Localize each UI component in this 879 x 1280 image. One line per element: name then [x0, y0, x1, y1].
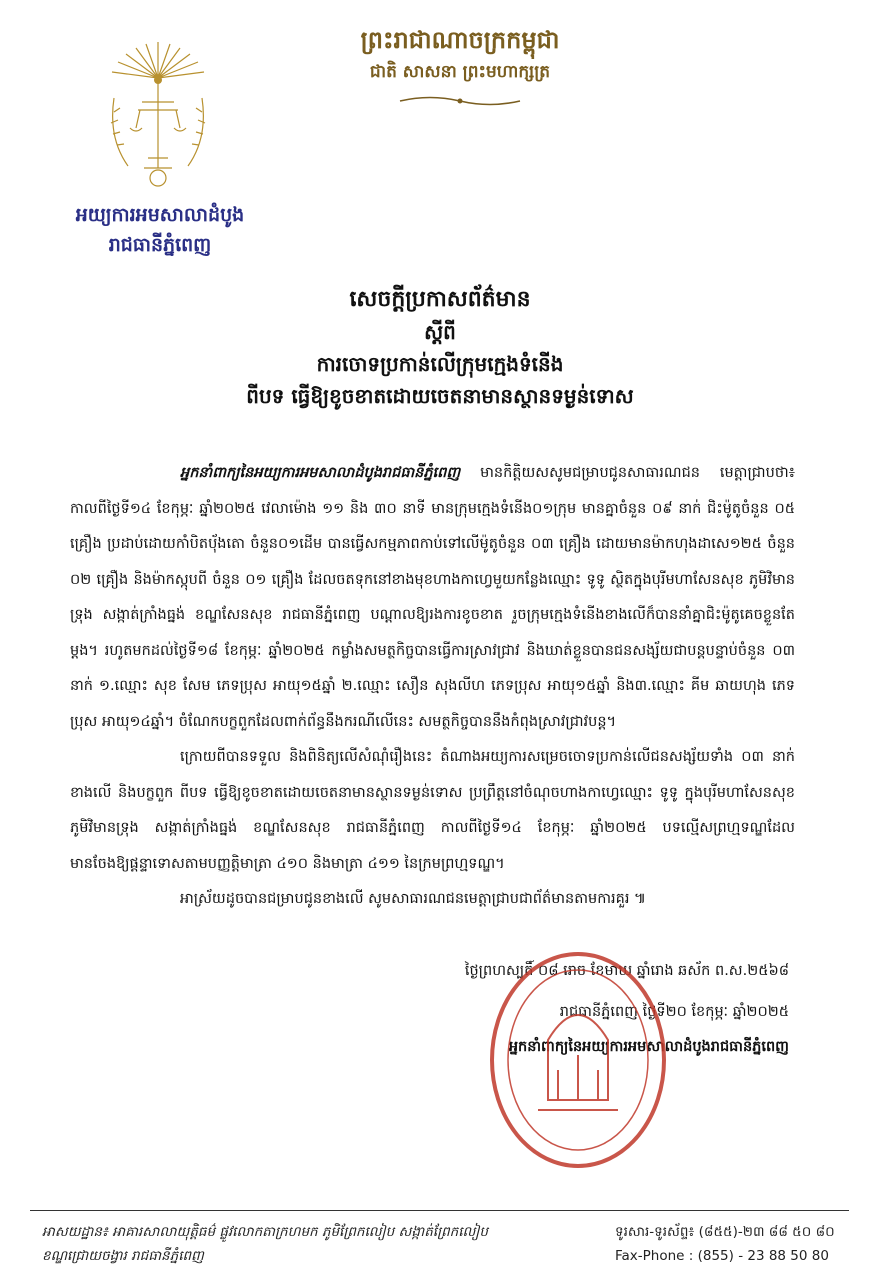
paragraph-3: អាស្រ័យដូចបានជម្រាបជូនខាងលើ សូមសាធារណជនមេត្តាជ្រាបជាព័ត៌មានតាមការគួរ ៕: [180, 891, 647, 907]
paragraph-2: ក្រោយពីបានទទួល និងពិនិត្យលើសំណុំរឿងនេះ តំណាងអយ្យការសម្រេចចោទប្រកាន់លើជនសង្ស័យទាំង ០៣ នាក់ខាងលើ និងបក្ខពួក ពីបទ ធ្វើឱ្យខូចខាតដោយចេតនាមានស្ថានទម្ងន់ទោស ប្រព្រឹត្តនៅចំណុចហាងកាហ្វេឈ្មោះ ទូទូ ក្នុងបុរីមហាសែនសុខ ភូមិវិមានទ្រុង សង្កាត់ក្រាំងធ្នង់ ខណ្ឌសែនសុខ រាជធានីភ្នំពេញ កាលពីថ្ងៃទី១៤ ខែកុម្ភៈ ឆ្នាំ២០២៥ បទល្មើសព្រហ្មទណ្ឌដែលមានចែងឱ្យផ្តន្ទាទោសតាមបញ្ញត្តិមាត្រា ៤១០ និងមាត្រា ៤១១ នៃក្រមព្រហ្មទណ្ឌ។: [70, 749, 795, 872]
paragraph-1-text: មានកិត្តិយសសូមជម្រាបជូនសាធារណជន មេត្តាជ្រាបថា៖ កាលពីថ្ងៃទី១៤ ខែកុម្ភៈ ឆ្នាំ២០២៥ វេលាម៉ោង ១១ និង ៣០ នាទី មានក្រុមក្មេងទំនើង០១ក្រុម មានគ្នាចំនួន ០៩ នាក់ ជិះម៉ូតូចំនួន ០៥ គ្រឿង ប្រដាប់ដោយកាំបិតប៉័ងតោ ចំនួន០១ដើម បានធ្វើសកម្មភាពកាប់ទៅលើម៉ូតូចំនួន ០៣ គ្រឿង ដោយមានម៉ាកហុងដាសេ១២៥ ចំនួន ០២ គ្រឿង និងម៉ាកស្កុបពី ចំនួន ០១ គ្រឿង ដែលចតទុកនៅខាងមុខហាងកាហ្វេមួយកន្លែងឈ្មោះ ទូទូ ស្ថិតក្នុងបុរីមហាសែនសុខ ភូមិវិមានទ្រុង សង្កាត់ក្រាំងធ្នង់ ខណ្ឌសែនសុខ រាជធានីភ្នំពេញ បណ្តាលឱ្យរងការខូចខាត រួចក្រុមក្មេងទំនើងខាងលើក៏បាននាំគ្នាជិះម៉ូតូគេចខ្លួនតែម្តង។ រហូតមកដល់ថ្ងៃទី១៨ ខែកុម្ភៈ ឆ្នាំ២០២៥ កម្លាំងសមត្ថកិច្ចបានធ្វើការស្រាវជ្រាវ និងឃាត់ខ្លួនបានជនសង្ស័យជាបន្តបន្ទាប់ចំនួន ០៣ នាក់ ១.ឈ្មោះ សុខ សែម ភេទប្រុស អាយុ១៥ឆ្នាំ ២.ឈ្មោះ សឿន សុងលីហ ភេទប្រុស អាយុ១៥ឆ្នាំ និង៣.ឈ្មោះ គីម ឆាយហុង ភេទប្រុស អាយុ១៤ឆ្នាំ។ ចំណែកបក្ខពួកដែលពាក់ព័ន្ធនឹងករណីលើនេះ សមត្ថកិច្ចបាននឹងកំពុងស្រាវជ្រាវបន្ត។: [70, 465, 795, 730]
footer-divider: [30, 1210, 849, 1211]
kingdom-header: [260, 22, 660, 86]
address-line1: អាសយដ្ឋាន៖ អាគារសាលាយុត្តិធម៌ ផ្លូវលោកតាក្រហមក ភូមិព្រែកលៀប សង្កាត់ព្រែកលៀប: [42, 1224, 488, 1240]
title-line4: ពីបទ ធ្វើឱ្យខូចខាតដោយចេតនាមានស្ថានទម្ងន់ទោស: [246, 384, 634, 408]
signer-title: អ្នកនាំពាក្យនៃអយ្យការអមសាលាដំបូងរាជធានីភ្នំពេញ: [508, 1039, 789, 1055]
lunar-date: ថ្ងៃព្រហស្បតិ៍ ០៨ រោច ខែមាឃ ឆ្នាំរោង ឆស័ក ព.ស.២៥៦៨: [464, 963, 789, 979]
title-line1: សេចក្តីប្រកាសព័ត៌មាន: [349, 287, 531, 312]
national-motto: ជាតិ សាសនា ព្រះមហាក្សត្រ: [369, 62, 551, 82]
royal-emblem-icon: [98, 38, 218, 196]
footer-address: [42, 1220, 562, 1268]
organization-name: [40, 200, 280, 260]
spokesperson-lead: អ្នកនាំពាក្យនៃអយ្យការអមសាលាដំបូងរាជធានីភ្នំពេញ: [180, 465, 461, 481]
document-body: [70, 456, 795, 918]
organization-line1: អយ្យការអមសាលាដំបូង: [75, 204, 245, 226]
phone-english: Fax-Phone : (855) - 23 88 50 80: [615, 1248, 829, 1264]
kingdom-title: ព្រះរាជាណាចក្រកម្ពុជា: [360, 26, 560, 54]
title-line3: ការចោទប្រកាន់លើក្រុមក្មេងទំនើង: [316, 352, 564, 376]
footer-contact: [615, 1220, 855, 1268]
title-line2: ស្តីពី: [424, 320, 456, 344]
official-seal-icon: [488, 950, 668, 1170]
document-title: [60, 284, 820, 412]
paragraph-1: [70, 456, 795, 740]
address-line2: ខណ្ឌជ្រោយចង្វារ រាជធានីភ្នំពេញ: [42, 1248, 204, 1264]
organization-line2: រាជធានីភ្នំពេញ: [108, 234, 212, 256]
decorative-divider-icon: [395, 94, 525, 108]
phone-khmer: ទូរសារ-ទូរស័ព្ទ៖ (៨៥៥)-២៣ ៨៨ ៥០ ៨០: [615, 1224, 835, 1240]
solar-date: រាជធានីភ្នំពេញ ថ្ងៃទី២០ ខែកុម្ភៈ ឆ្នាំ២០២៥: [559, 1004, 789, 1020]
